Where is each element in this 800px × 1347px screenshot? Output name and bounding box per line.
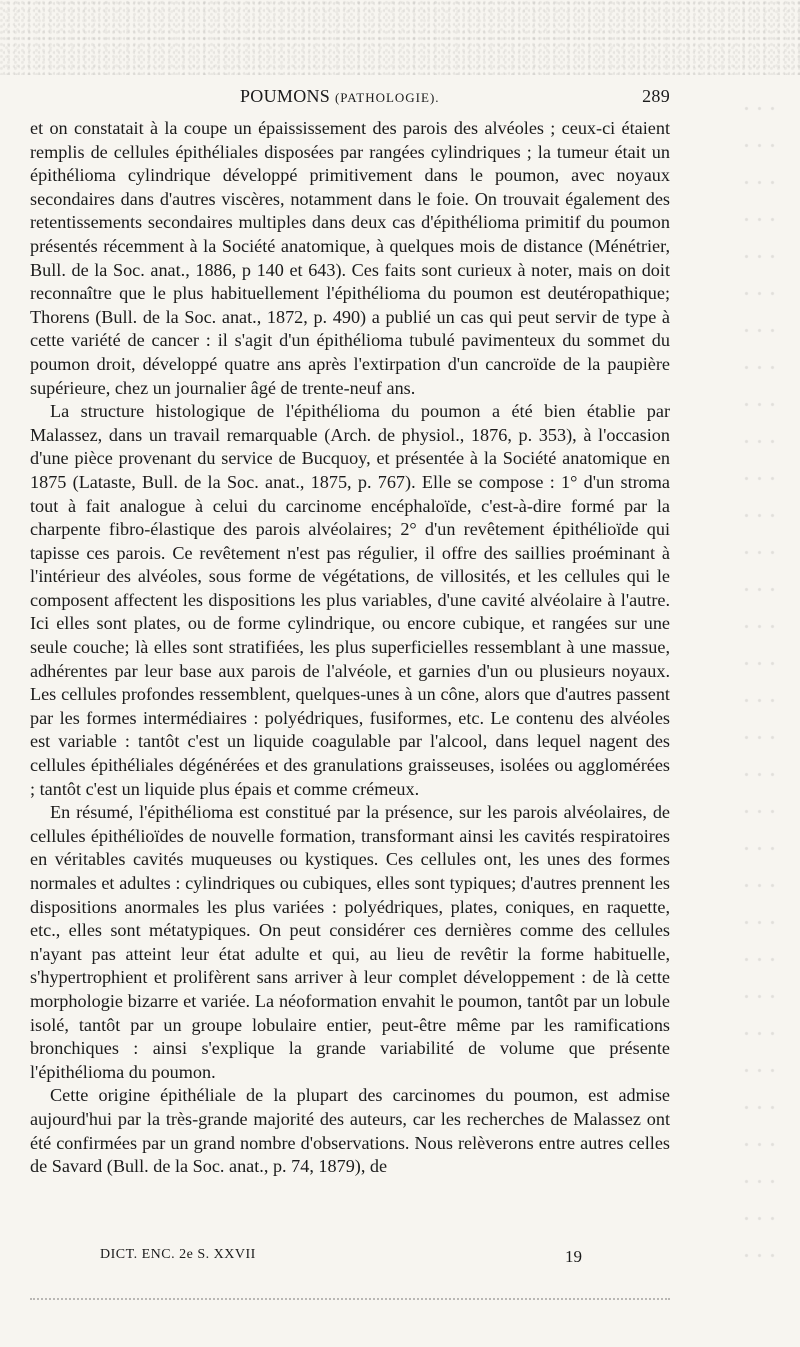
paragraph-3: En résumé, l'épithélioma est constitué par la présence, sur les parois alvéolaires, de cellules épithélioïdes de nouvelle formation, transformant ainsi les cavités respiratoires en véritables cavités muqueuses ou kystiques. Ces cellules ont, les unes des formes normales et adultes : cylindriques ou cubiques, elles sont typiques; d'autres prennent les dispositions anormales les plus variées : polyédriques, plates, coniques, en raquette, etc., elles sont métatypiques. On peut considérer ces dernières comme des cellules n'ayant pas atteint leur état adulte et qui, au lieu de revêtir la forme habituelle, s'hypertrophient et prolifèrent sans arriver à leur complet développement : de là cette morphologie bizarre et variée. La néoformation envahit le poumon, tantôt par un lobule isolé, tantôt par un groupe lobulaire entier, peut-être même par les ramifications bronchiques : ainsi s'explique la grande variabilité de volume que présente l'épithélioma du poumon.	[30, 802, 670, 1082]
paragraph-1: et on constatait à la coupe un épaississement des parois des alvéoles ; ceux-ci étaient remplis de cellules épithéliales disposées par rangées cylindriques ; la tumeur était un épithélioma cylindrique développé primitivement dans le poumon, avec noyaux secondaires dans d'autres viscères, notamment dans le foie. On trouvait également des retentissements secondaires multiples dans deux cas d'épithélioma primitif du poumon présentés récemment à la Société anatomique, à quelques mois de distance (Ménétrier, Bull. de la Soc. anat., 1886, p 140 et 643). Ces faits sont curieux à noter, mais on doit reconnaître que le plus habituellement l'épithélioma du poumon est deutéropathique; Thorens (Bull. de la Soc. anat., 1872, p. 490) a publié un cas qui peut servir de type à cette variété de cancer : il s'agit d'un épithélioma tubulé pavimenteux du sommet du poumon droit, développé quatre ans après l'extirpation d'un cancroïde de la paupière supérieure, chez un journalier âgé de trente-neuf ans.	[30, 118, 670, 398]
page-number: 289	[642, 86, 670, 106]
running-head-subtitle: (PATHOLOGIE).	[334, 90, 440, 105]
sheet-number: 19	[565, 1247, 582, 1266]
printer-signature: DICT. ENC. 2e S. XXVII	[100, 1247, 256, 1262]
bottom-dotted-rule	[30, 1298, 670, 1302]
page-footer	[100, 1247, 600, 1271]
scan-noise-margin	[740, 90, 780, 1290]
page-header	[30, 86, 670, 110]
paragraph-2: La structure histologique de l'épithélioma du poumon a été bien établie par Malassez, dans un travail remarquable (Arch. de physiol., 1876, p. 353), à l'occasion d'une pièce provenant du service de Bucquoy, et présentée à la Société anatomique en 1875 (Lataste, Bull. de la Soc. anat., 1875, p. 767). Elle se compose : 1° d'un stroma tout à fait analogue à celui du carcinome encéphaloïde, c'est-à-dire formé par la charpente fibro-élastique des parois alvéolaires; 2° d'un revêtement épithélioïde qui tapisse ces parois. Ce revêtement n'est pas régulier, il offre des saillies proéminant à l'intérieur des alvéoles, sous forme de végétations, de villosités, et les cellules qui le composent affectent les dispositions les plus variables, d'une cavité alvéolaire à l'autre. Ici elles sont plates, ou de forme cylindrique, ou encore cubique, et rangées sur une seule couche; là elles sont stratifiées, les plus superficielles ressemblant à une massue, adhérentes par leur base aux parois de l'alvéole, et garnies d'un ou plusieurs noyaux. Les cellules profondes ressemblent, quelques-unes à un cône, alors que d'autres passent par les formes intermédiaires : polyédriques, fusiformes, etc. Le contenu des alvéoles est variable : tantôt c'est un liquide coagulable par l'alcool, dans lequel nagent des cellules épithéliales dégénérées et des granulations graisseuses, isolées ou agglomérées ; tantôt c'est un liquide plus épais et comme crémeux.	[30, 401, 670, 799]
running-head	[240, 86, 440, 107]
paragraph-4: Cette origine épithéliale de la plupart des carcinomes du poumon, est admise aujourd'hui par la très-grande majorité des auteurs, car les recherches de Malassez ont été confirmées par un grand nombre d'observations. Nous relèverons entre autres celles de Savard (Bull. de la Soc. anat., p. 74, 1879), de	[30, 1085, 670, 1177]
running-head-title: POUMONS	[240, 86, 331, 106]
scan-noise-top	[0, 0, 800, 75]
body-text	[30, 117, 670, 1179]
